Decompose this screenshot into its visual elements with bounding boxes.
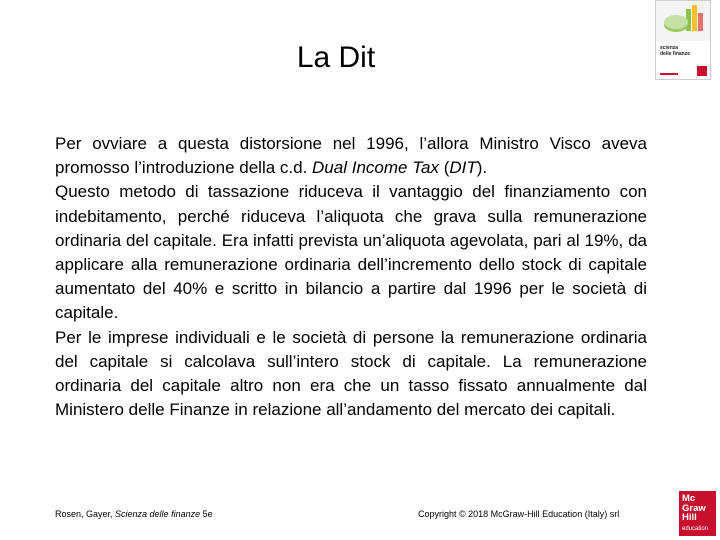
paragraph-3: Per le imprese individuali e le società di persone la remunerazione ordinaria del capitale si calcolava sull’intero stock di capitale. La remunerazione ordinaria del capitale altro non era che un tasso fissato annualmente dal Ministero delle Finanze in relazione all’andamento del mercato dei capitali. bbox=[55, 327, 647, 420]
footer-authors: Rosen, Gayer, bbox=[55, 509, 116, 519]
book-cover-image bbox=[655, 0, 711, 80]
cover-title-line1: scienza bbox=[660, 45, 679, 51]
footer-book-title: Scienza delle finanze bbox=[115, 509, 201, 519]
paragraph-1-end: ). bbox=[476, 158, 488, 178]
footer-citation bbox=[55, 508, 213, 520]
dual-income-tax-term: Dual Income Tax bbox=[312, 158, 439, 178]
slide-body bbox=[55, 132, 647, 422]
footer-copyright: Copyright © 2018 McGraw-Hill Education (Italy) srl bbox=[418, 509, 620, 519]
cover-graphic bbox=[656, 1, 710, 41]
footer-edition: 5e bbox=[200, 509, 213, 519]
cover-accent bbox=[660, 73, 678, 75]
cover-title-line2: delle finanze bbox=[660, 51, 691, 57]
slide-title: La Dit bbox=[296, 41, 376, 74]
paragraph-1 bbox=[55, 132, 647, 180]
paragraph-2: Questo metodo di tassazione riduceva il vantaggio del finanziamento con indebitamento, perché riduceva l’aliquota che grava sulla remunerazione ordinaria del capitale. Era infatti prevista un’aliquota agevolata, pari al 19%, da applicare alla remunerazione ordinaria dell’incremento dello stock di capitale aumentato del 40% e scritto in bilancio a partire dal 1996 per le società di capitale. bbox=[55, 182, 647, 323]
mcgraw-hill-logo bbox=[679, 491, 716, 536]
logo-line2: Graw bbox=[682, 502, 706, 514]
logo-line4: education bbox=[682, 525, 709, 532]
logo-line1: Mc bbox=[682, 493, 696, 504]
cover-title bbox=[660, 45, 690, 57]
dit-term: DIT bbox=[449, 158, 477, 178]
paragraph-1-text: Per ovviare a questa distorsione nel 1996, l’allora Ministro Visco aveva promosso l’introduzione della c.d. bbox=[55, 134, 647, 178]
paragraph-1-mid: ( bbox=[438, 158, 450, 178]
logo-line3: Hill bbox=[682, 512, 697, 523]
cover-chart-icon bbox=[656, 1, 710, 41]
cover-publisher-logo bbox=[697, 66, 707, 76]
